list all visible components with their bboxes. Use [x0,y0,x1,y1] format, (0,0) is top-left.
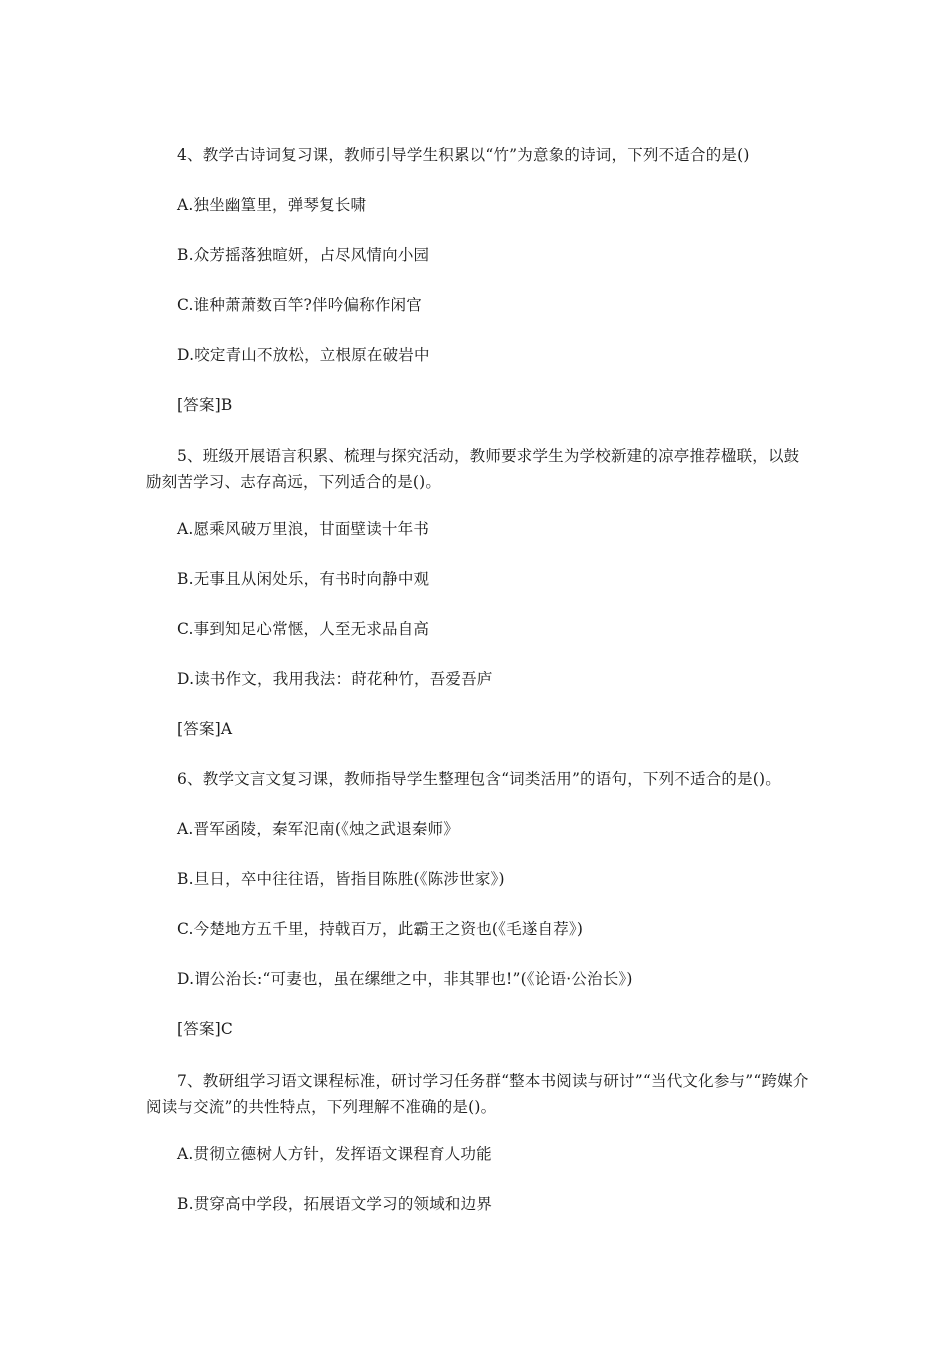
question-4-option-d: D.咬定青山不放松，立根原在破岩中 [177,346,430,364]
question-4-answer: [答案]B [177,396,233,414]
question-5-option-d: D.读书作文，我用我法：莳花种竹，吾爱吾庐 [177,670,493,688]
question-4-option-b: B.众芳摇落独暄妍，占尽风情向小园 [177,246,430,264]
question-6-option-c: C.今楚地方五千里，持戟百万，此霸王之资也(《毛遂自荐》) [177,920,584,938]
question-5-stem: 5、班级开展语言积累、梳理与探究活动，教师要求学生为学校新建的凉亭推荐楹联，以鼓励刻苦学习、志存高远，下列适合的是()。 [146,447,800,491]
question-6-option-b: B.旦日，卒中往往语，皆指目陈胜(《陈涉世家》) [177,870,505,888]
question-6-answer: [答案]C [177,1020,233,1038]
question-4-stem: 4、教学古诗词复习课，教师引导学生积累以“竹”为意象的诗词，下列不适合的是() [177,146,750,164]
question-5-option-c: C.事到知足心常惬，人至无求品自高 [177,620,430,638]
question-4-option-a: A.独坐幽篁里，弹琴复长啸 [177,196,367,214]
question-6-stem: 6、教学文言文复习课，教师指导学生整理包含“词类活用”的语句，下列不适合的是()。 [177,770,782,788]
question-7-option-a: A.贯彻立德树人方针，发挥语文课程育人功能 [177,1145,492,1163]
question-7-stem: 7、教研组学习语文课程标准，研讨学习任务群“整本书阅读与研讨”“当代文化参与”“跨媒介阅读与交流”的共性特点，下列理解不准确的是()。 [146,1072,809,1116]
question-4-option-c: C.谁种萧萧数百竿?伴吟偏称作闲官 [177,296,422,314]
question-5-answer: [答案]A [177,720,233,738]
question-5-option-b: B.无事且从闲处乐，有书时向静中观 [177,570,430,588]
question-5-option-a: A.愿乘风破万里浪，甘面壁读十年书 [177,520,430,538]
question-6-option-d: D.谓公治长:“可妻也，虽在缧绁之中，非其罪也!”(《论语·公治长》) [177,970,633,988]
question-7-option-b: B.贯穿高中学段，拓展语文学习的领域和边界 [177,1195,493,1213]
question-6-option-a: A.晋军函陵，秦军氾南(《烛之武退秦师》 [177,820,459,838]
